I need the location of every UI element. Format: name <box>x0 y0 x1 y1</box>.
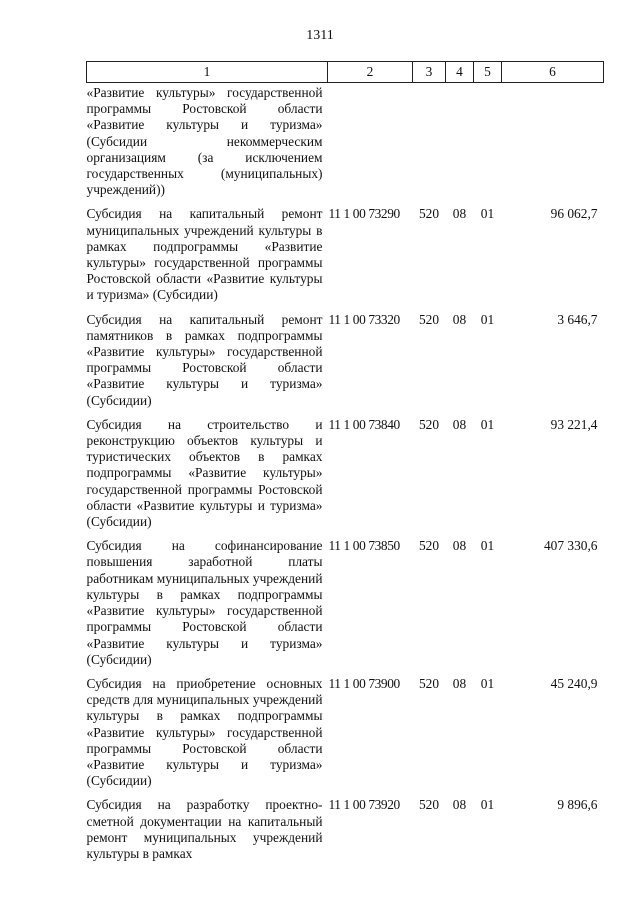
row-col-4: 08 <box>452 675 467 691</box>
table-row <box>87 797 604 862</box>
row-amount: 407 330,6 <box>543 538 598 554</box>
page-number: 1311 <box>306 28 334 43</box>
row-col-3: 520 <box>418 206 440 222</box>
row-col-4: 08 <box>452 311 467 327</box>
table-row <box>87 312 604 417</box>
row-col-5: 01 <box>480 311 495 327</box>
header-col-3: 3 <box>413 62 446 83</box>
row-col-5 <box>474 83 502 207</box>
table-row <box>87 538 604 676</box>
row-col-5: 01 <box>480 797 495 813</box>
row-col-3: 520 <box>418 416 440 432</box>
budget-table <box>86 61 604 862</box>
row-col-4: 08 <box>452 206 467 222</box>
row-name: Субсидия на строительство и реконструкцию объектов культуры и туристических объектов в рамках подпрограммы «Развитие культуры» государственной программы Ростовской области «Развитие культуры и туризма» (Субсидии) <box>86 416 323 530</box>
row-amount: 9 896,6 <box>557 797 598 813</box>
row-name: Субсидия на софинансирование повышения заработной платы работникам муниципальных учреждений культуры в рамках подпрограммы «Развитие культуры» государственной программы Ростовской области «Развитие культуры и туризма» (Субсидии) <box>86 538 323 667</box>
row-name: «Развитие культуры» государственной программы Ростовской области «Развитие культуры и туризма» (Субсидии некоммерческим организациям (за исключением государственных (муниципальных) учреждений)) <box>86 85 323 198</box>
header-col-6: 6 <box>502 62 604 83</box>
table-row <box>87 417 604 538</box>
table-header-row <box>87 62 604 83</box>
table-row <box>87 206 604 311</box>
row-col-4 <box>446 83 474 207</box>
header-col-1: 1 <box>87 62 328 83</box>
table-header <box>87 62 604 83</box>
row-name: Субсидия на капитальный ремонт муниципальных учреждений культуры в рамках подпрограммы «Развитие культуры» государственной программы Ростовской области «Развитие культуры и туризма» (Субсидии) <box>86 206 323 303</box>
row-col-3 <box>413 83 446 207</box>
row-amount: 3 646,7 <box>557 311 598 327</box>
row-col-5: 01 <box>480 538 495 554</box>
table-row <box>87 83 604 207</box>
row-col-3: 520 <box>418 311 440 327</box>
row-code: 11 1 00 73920 <box>328 797 400 813</box>
row-col-5: 01 <box>480 206 495 222</box>
header-col-5: 5 <box>474 62 502 83</box>
row-amount <box>502 83 604 207</box>
row-col-3: 520 <box>418 797 440 813</box>
row-code: 11 1 00 73900 <box>328 675 400 691</box>
row-col-4: 08 <box>452 797 467 813</box>
row-amount: 96 062,7 <box>550 206 598 222</box>
row-code <box>328 83 413 207</box>
row-amount: 93 221,4 <box>550 416 598 432</box>
row-code: 11 1 00 73840 <box>328 416 400 432</box>
row-col-3: 520 <box>418 538 440 554</box>
row-name: Субсидия на капитальный ремонт памятников в рамках подпрограммы «Развитие культуры» государственной программы Ростовской области «Развитие культуры и туризма» (Субсидии) <box>86 311 323 408</box>
header-col-2: 2 <box>328 62 413 83</box>
row-name: Субсидия на разработку проектно-сметной документации на капитальный ремонт муниципальных учреждений культуры в рамках <box>86 797 323 861</box>
table-row <box>87 676 604 797</box>
table-body <box>87 83 604 863</box>
row-code: 11 1 00 73850 <box>328 538 400 554</box>
row-col-4: 08 <box>452 538 467 554</box>
row-code: 11 1 00 73290 <box>328 206 400 222</box>
row-code: 11 1 00 73320 <box>328 311 400 327</box>
row-amount: 45 240,9 <box>550 675 598 691</box>
row-name: Субсидия на приобретение основных средств для муниципальных учреждений культуры в рамках подпрограммы «Развитие культуры» государственной программы Ростовской области «Развитие культуры и туризма» (Субсидии) <box>86 675 323 789</box>
row-col-4: 08 <box>452 416 467 432</box>
row-col-5: 01 <box>480 416 495 432</box>
row-col-5: 01 <box>480 675 495 691</box>
header-col-4: 4 <box>446 62 474 83</box>
row-col-3: 520 <box>418 675 440 691</box>
